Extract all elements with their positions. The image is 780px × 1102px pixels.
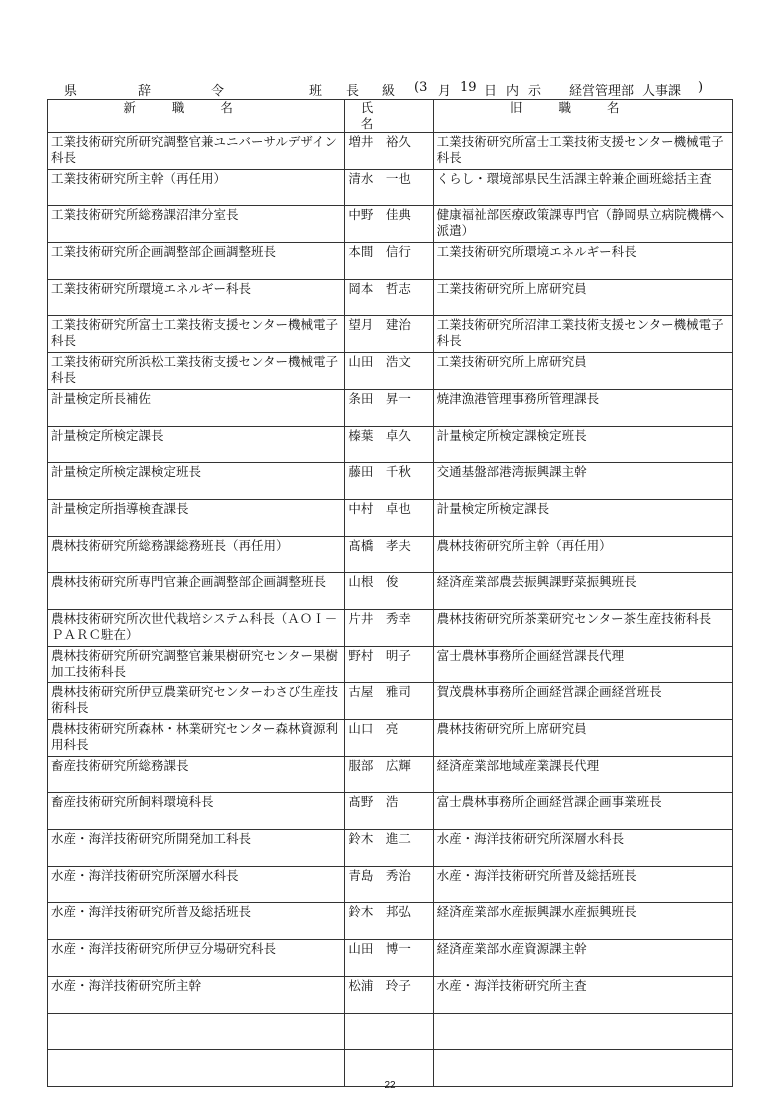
title-part: 内 (506, 84, 520, 99)
name-cell: 山根 俊 (345, 573, 433, 610)
header-text: 氏名 (360, 100, 418, 131)
new-position-cell: 工業技術研究所環境エネルギー科長 (48, 279, 345, 316)
table-row (48, 903, 733, 940)
old-position-cell: 工業技術研究所富士工業技術支援センター機械電子科長 (433, 133, 732, 170)
column-header-new-position (48, 100, 345, 133)
table-row (48, 279, 733, 316)
old-position-cell: 焼津漁港管理事務所管理課長 (433, 389, 732, 426)
old-position-cell: 経済産業部水産資源課主幹 (433, 940, 732, 977)
name-cell: 藤田 千秋 (345, 463, 433, 500)
old-position-cell: 計量検定所検定課検定班長 (433, 426, 732, 463)
old-position-cell: 水産・海洋技術研究所主査 (433, 976, 732, 1013)
name-cell: 山口 亮 (345, 720, 433, 757)
new-position-cell (48, 1013, 345, 1050)
table-row (48, 573, 733, 610)
name-cell: 条田 昇一 (345, 389, 433, 426)
name-cell: 榛葉 卓久 (345, 426, 433, 463)
new-position-cell: 水産・海洋技術研究所普及総括班長 (48, 903, 345, 940)
table-row (48, 243, 733, 280)
table-row (48, 976, 733, 1013)
old-position-cell: くらし・環境部県民生活課主幹兼企画班総括主査 (433, 169, 732, 206)
name-cell: 野村 明子 (345, 646, 433, 683)
personnel-table (47, 99, 733, 1087)
new-position-cell: 計量検定所指導検査課長 (48, 499, 345, 536)
new-position-cell: 農林技術研究所次世代栽培システム科長（ＡＯＩ－ＰＡＲＣ駐在） (48, 609, 345, 646)
table-row (48, 940, 733, 977)
name-cell: 鈴木 邦弘 (345, 903, 433, 940)
new-position-cell: 農林技術研究所総務課総務班長（再任用） (48, 536, 345, 573)
new-position-cell: 水産・海洋技術研究所開発加工科長 (48, 830, 345, 867)
name-cell: 髙野 浩 (345, 793, 433, 830)
old-position-cell: 交通基盤部港湾振興課主幹 (433, 463, 732, 500)
name-cell: 清水 一也 (345, 169, 433, 206)
title-part: 県 (64, 84, 78, 99)
new-position-cell: 工業技術研究所主幹（再任用） (48, 169, 345, 206)
title-part: 辞 (138, 84, 152, 99)
table-row (48, 169, 733, 206)
title-part: 級 (382, 84, 396, 99)
title-part: (3 (414, 80, 428, 95)
new-position-cell: 工業技術研究所研究調整官兼ユニバーサルデザイン科長 (48, 133, 345, 170)
old-position-cell: 農林技術研究所上席研究員 (433, 720, 732, 757)
table-row (48, 316, 733, 353)
title-part: 19 (460, 80, 477, 95)
table-row (48, 866, 733, 903)
new-position-cell: 畜産技術研究所総務課長 (48, 756, 345, 793)
title-part: 班 (309, 84, 323, 99)
name-cell: 中野 佳典 (345, 206, 433, 243)
document-title (62, 80, 742, 98)
new-position-cell: 計量検定所長補佐 (48, 389, 345, 426)
title-part: 示 (528, 84, 542, 99)
name-cell: 鈴木 進二 (345, 830, 433, 867)
table-row (48, 133, 733, 170)
table-row (48, 609, 733, 646)
table-row (48, 683, 733, 720)
old-position-cell: 健康福祉部医療政策課専門官（静岡県立病院機構へ派遣） (433, 206, 732, 243)
old-position-cell: 水産・海洋技術研究所普及総括班長 (433, 866, 732, 903)
old-position-cell: 経済産業部水産振興課水産振興班長 (433, 903, 732, 940)
new-position-cell: 計量検定所検定課検定班長 (48, 463, 345, 500)
table-row (48, 720, 733, 757)
name-cell (345, 1013, 433, 1050)
column-header-old-position (433, 100, 732, 133)
old-position-cell: 賀茂農林事務所企画経営課企画経営班長 (433, 683, 732, 720)
new-position-cell: 農林技術研究所研究調整官兼果樹研究センター果樹加工技術科長 (48, 646, 345, 683)
new-position-cell: 水産・海洋技術研究所伊豆分場研究科長 (48, 940, 345, 977)
name-cell: 片井 秀幸 (345, 609, 433, 646)
name-cell: 髙橋 孝夫 (345, 536, 433, 573)
title-part: ) (698, 80, 704, 95)
old-position-cell: 経済産業部農芸振興課野菜振興班長 (433, 573, 732, 610)
name-cell: 青島 秀治 (345, 866, 433, 903)
name-cell: 中村 卓也 (345, 499, 433, 536)
name-cell: 松浦 玲子 (345, 976, 433, 1013)
name-cell: 古屋 雅司 (345, 683, 433, 720)
table-row (48, 756, 733, 793)
title-part: 経営管理部 (569, 84, 635, 99)
old-position-cell: 水産・海洋技術研究所深層水科長 (433, 830, 732, 867)
table-row (48, 499, 733, 536)
new-position-cell: 工業技術研究所浜松工業技術支援センター機械電子科長 (48, 353, 345, 390)
new-position-cell: 工業技術研究所企画調整部企画調整班長 (48, 243, 345, 280)
name-cell: 山田 浩文 (345, 353, 433, 390)
header-text: 旧職名 (510, 100, 656, 115)
old-position-cell: 工業技術研究所沼津工業技術支援センター機械電子科長 (433, 316, 732, 353)
old-position-cell: 富士農林事務所企画経営課企画事業班長 (433, 793, 732, 830)
page-number: 22 (384, 1080, 396, 1091)
old-position-cell: 工業技術研究所上席研究員 (433, 353, 732, 390)
name-cell: 岡本 哲志 (345, 279, 433, 316)
old-position-cell: 工業技術研究所環境エネルギー科長 (433, 243, 732, 280)
new-position-cell: 農林技術研究所専門官兼企画調整部企画調整班長 (48, 573, 345, 610)
old-position-cell (433, 1013, 732, 1050)
old-position-cell: 経済産業部地域産業課長代理 (433, 756, 732, 793)
table-row (48, 463, 733, 500)
old-position-cell: 工業技術研究所上席研究員 (433, 279, 732, 316)
name-cell: 増井 裕久 (345, 133, 433, 170)
table-row (48, 206, 733, 243)
title-part: 人事課 (642, 84, 682, 99)
title-part: 月 (438, 84, 452, 99)
header-text: 新職名 (123, 100, 269, 115)
new-position-cell: 水産・海洋技術研究所深層水科長 (48, 866, 345, 903)
table-row (48, 353, 733, 390)
name-cell: 望月 建治 (345, 316, 433, 353)
new-position-cell: 畜産技術研究所飼料環境科長 (48, 793, 345, 830)
title-part: 日 (484, 84, 498, 99)
table-row (48, 830, 733, 867)
table-row (48, 536, 733, 573)
table-row (48, 389, 733, 426)
table-row (48, 426, 733, 463)
new-position-cell: 水産・海洋技術研究所主幹 (48, 976, 345, 1013)
title-part: 令 (211, 84, 225, 99)
new-position-cell: 計量検定所検定課長 (48, 426, 345, 463)
old-position-cell: 富士農林事務所企画経営課長代理 (433, 646, 732, 683)
name-cell: 山田 博一 (345, 940, 433, 977)
table-row (48, 793, 733, 830)
new-position-cell: 農林技術研究所森林・林業研究センター森林資源利用科長 (48, 720, 345, 757)
old-position-cell: 農林技術研究所茶業研究センター茶生産技術科長 (433, 609, 732, 646)
old-position-cell: 計量検定所検定課長 (433, 499, 732, 536)
new-position-cell: 工業技術研究所富士工業技術支援センター機械電子科長 (48, 316, 345, 353)
table-row (48, 1013, 733, 1050)
column-header-name (345, 100, 433, 133)
old-position-cell: 農林技術研究所主幹（再任用） (433, 536, 732, 573)
new-position-cell: 工業技術研究所総務課沼津分室長 (48, 206, 345, 243)
table-row (48, 646, 733, 683)
new-position-cell: 農林技術研究所伊豆農業研究センターわさび生産技術科長 (48, 683, 345, 720)
title-part: 長 (346, 84, 360, 99)
name-cell: 服部 広輝 (345, 756, 433, 793)
name-cell: 本間 信行 (345, 243, 433, 280)
